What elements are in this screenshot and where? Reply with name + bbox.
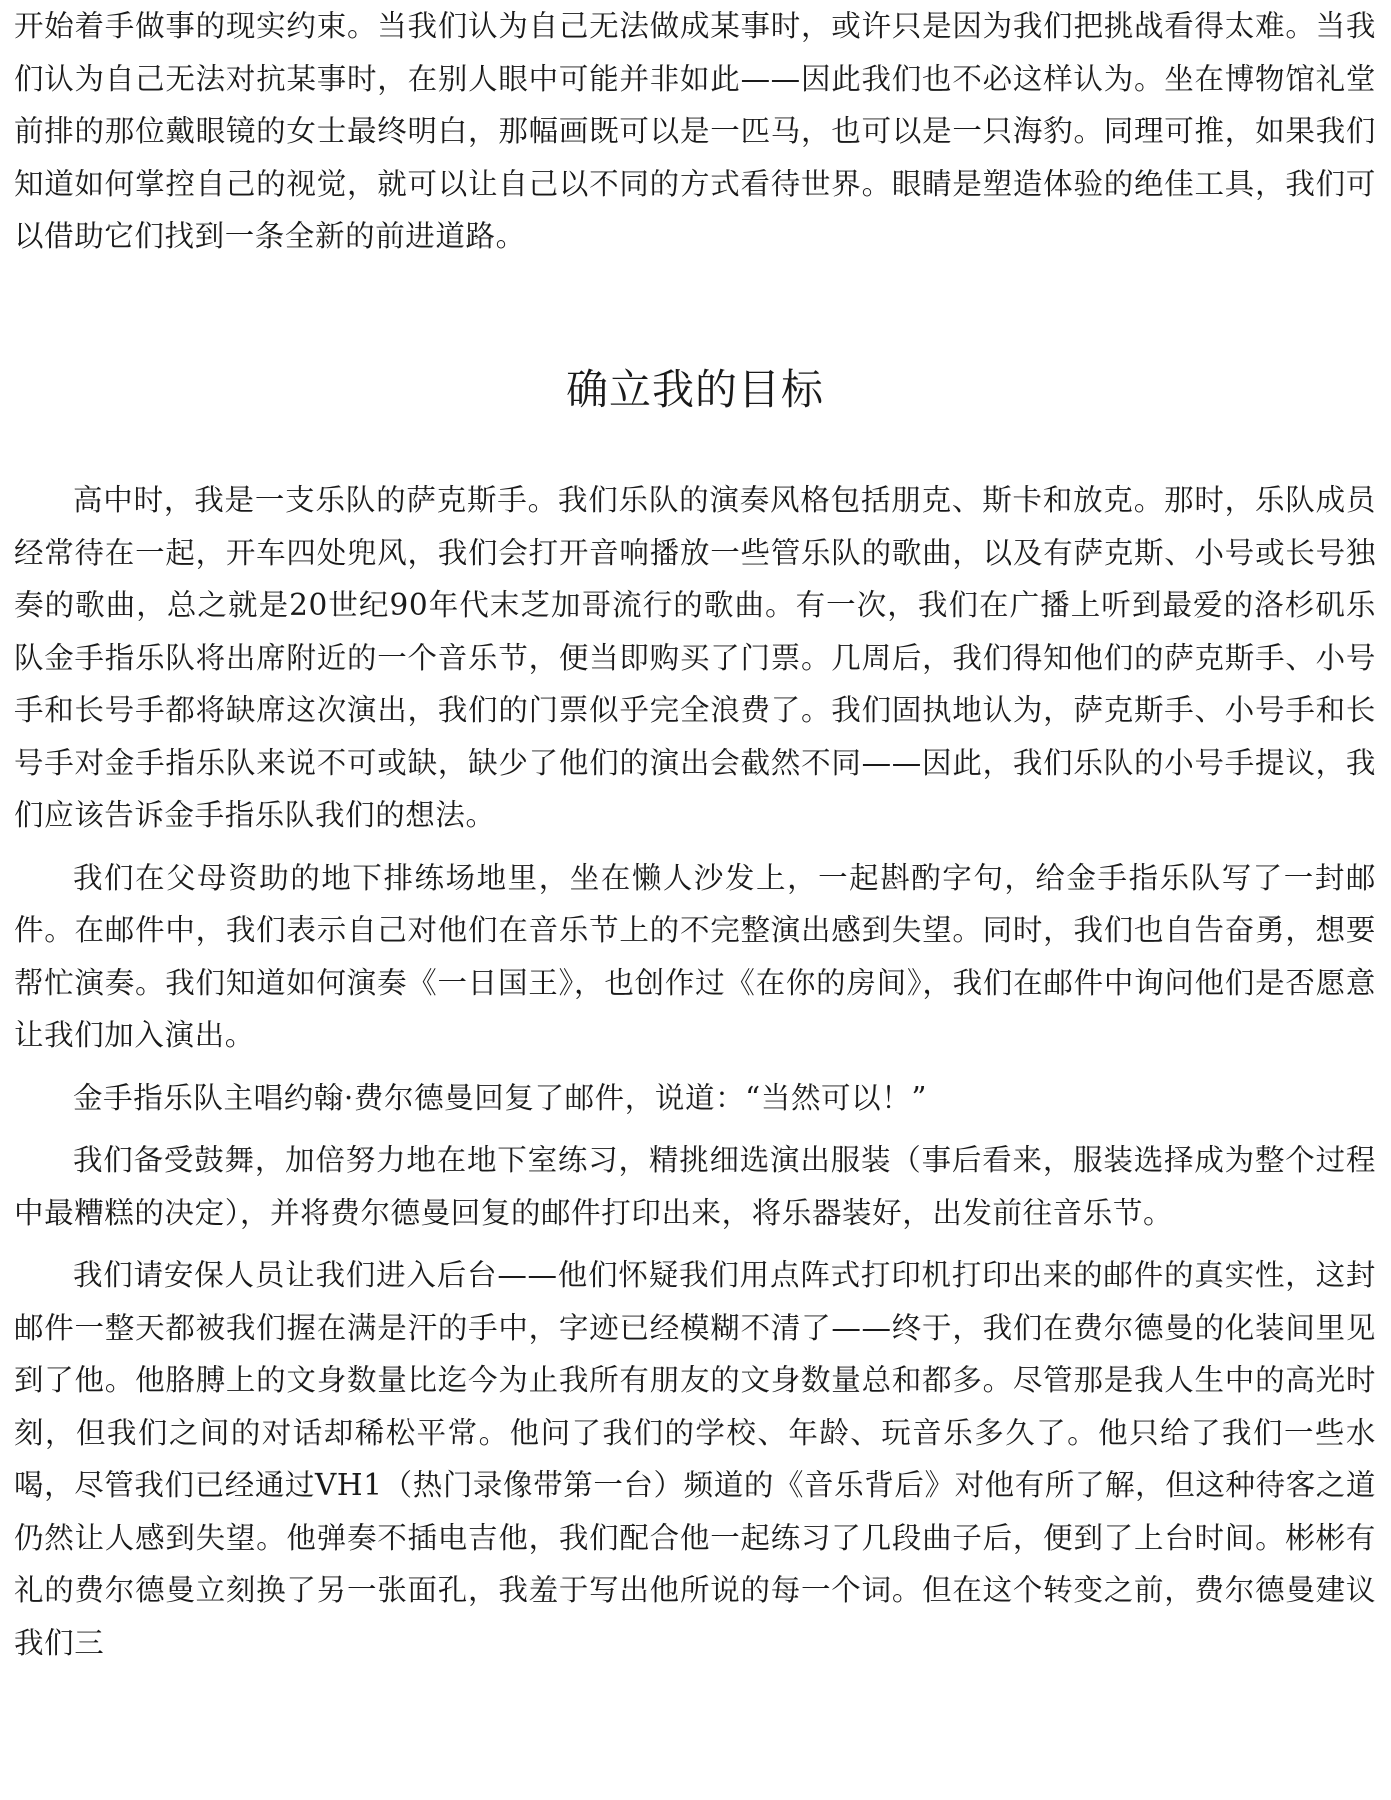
paragraph-1: 高中时，我是一支乐队的萨克斯手。我们乐队的演奏风格包括朋克、斯卡和放克。那时，乐队成员经常待在一起，开车四处兜风，我们会打开音响播放一些管乐队的歌曲，以及有萨克斯、小号或长号独奏的歌曲，总之就是20世纪90年代末芝加哥流行的歌曲。有一次，我们在广播上听到最爱的洛杉矶乐队金手指乐队将出席附近的一个音乐节，便当即购买了门票。几周后，我们得知他们的萨克斯手、小号手和长号手都将缺席这次演出，我们的门票似乎完全浪费了。我们固执地认为，萨克斯手、小号手和长号手对金手指乐队来说不可或缺，缺少了他们的演出会截然不同——因此，我们乐队的小号手提议，我们应该告诉金手指乐队我们的想法。 [14,483,1376,832]
paragraph-5: 我们请安保人员让我们进入后台——他们怀疑我们用点阵式打印机打印出来的邮件的真实性，这封邮件一整天都被我们握在满是汗的手中，字迹已经模糊不清了——终于，我们在费尔德曼的化装间里见到了他。他胳膊上的文身数量比迄今为止我所有朋友的文身数量总和都多。尽管那是我人生中的高光时刻，但我们之间的对话却稀松平常。他问了我们的学校、年龄、玩音乐多久了。他只给了我们一些水喝，尽管我们已经通过VH1（热门录像带第一台）频道的《音乐背后》对他有所了解，但这种待客之道仍然让人感到失望。他弹奏不插电吉他，我们配合他一起练习了几段曲子后，便到了上台时间。彬彬有礼的费尔德曼立刻换了另一张面孔，我羞于写出他所说的每一个词。但在这个转变之前，费尔德曼建议我们三 [14,1258,1376,1660]
section-body [14,474,1376,1669]
paragraph-4: 我们备受鼓舞，加倍努力地在地下室练习，精挑细选演出服装（事后看来，服装选择成为整个过程中最糟糕的决定），并将费尔德曼回复的邮件打印出来，将乐器装好，出发前往音乐节。 [14,1143,1376,1230]
paragraph-3: 金手指乐队主唱约翰·费尔德曼回复了邮件，说道：“当然可以！” [73,1080,928,1115]
paragraph-2: 我们在父母资助的地下排练场地里，坐在懒人沙发上，一起斟酌字句，给金手指乐队写了一封邮件。在邮件中，我们表示自己对他们在音乐节上的不完整演出感到失望。同时，我们也自告奋勇，想要帮忙演奏。我们知道如何演奏《一日国王》，也创作过《在你的房间》，我们在邮件中询问他们是否愿意让我们加入演出。 [14,860,1376,1052]
paragraph-intro: 开始着手做事的现实约束。当我们认为自己无法做成某事时，或许只是因为我们把挑战看得太难。当我们认为自己无法对抗某事时，在别人眼中可能并非如此——因此我们也不必这样认为。坐在博物馆礼堂前排的那位戴眼镜的女士最终明白，那幅画既可以是一匹马，也可以是一只海豹。同理可推，如果我们知道如何掌控自己的视觉，就可以让自己以不同的方式看待世界。眼睛是塑造体验的绝佳工具，我们可以借助它们找到一条全新的前进道路。 [14,9,1376,253]
section-title: 确立我的目标 [565,365,824,414]
